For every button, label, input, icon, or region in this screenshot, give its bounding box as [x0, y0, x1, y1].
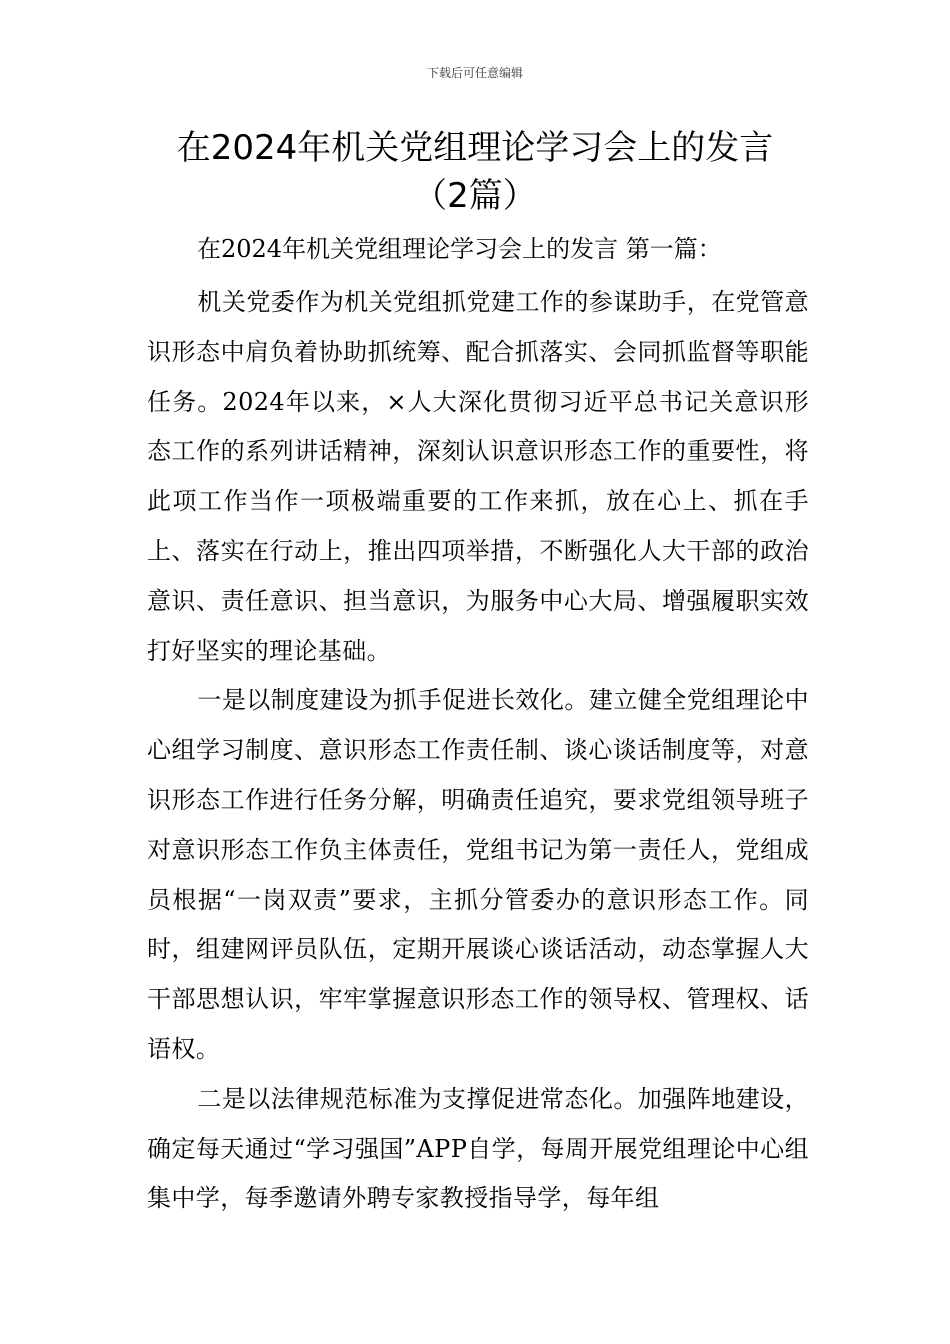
title-line-2: （2篇）: [413, 176, 537, 216]
header-note: 下载后可任意编辑: [426, 66, 523, 80]
section-heading: 在2024年机关党组理论学习会上的发言 第一篇：: [197, 235, 722, 263]
document-body: [147, 278, 809, 1224]
document-title: [100, 124, 850, 220]
paragraph-3: 二是以法律规范标准为支撑促进常态化。加强阵地建设，确定每天通过“学习强国”APP自学，每周开展党组理论中心组集中学，每季邀请外聘专家教授指导学，每年组: [147, 1084, 809, 1213]
title-line-1: 在2024年机关党组理论学习会上的发言: [176, 128, 774, 168]
paragraph-1: 机关党委作为机关党组抓党建工作的参谋助手，在党管意识形态中肩负着协助抓统筹、配合抓落实、会同抓监督等职能任务。2024年以来，×人大深化贯彻习近平总书记关意识形态工作的系列讲话精神，深刻认识意识形态工作的重要性，将此项工作当作一项极端重要的工作来抓，放在心上、抓在手上、落实在行动上，推出四项举措，不断强化人大干部的政治意识、责任意识、担当意识，为服务中心大局、增强履职实效打好坚实的理论基础。: [147, 288, 809, 665]
paragraph-2: 一是以制度建设为抓手促进长效化。建立健全党组理论中心组学习制度、意识形态工作责任制、谈心谈话制度等，对意识形态工作进行任务分解，明确责任追究，要求党组领导班子对意识形态工作负主体责任，党组书记为第一责任人，党组成员根据“一岗双责”要求，主抓分管委办的意识形态工作。同时，组建网评员队伍，定期开展谈心谈话活动，动态掌握人大干部思想认识，牢牢掌握意识形态工作的领导权、管理权、话语权。: [147, 686, 809, 1063]
